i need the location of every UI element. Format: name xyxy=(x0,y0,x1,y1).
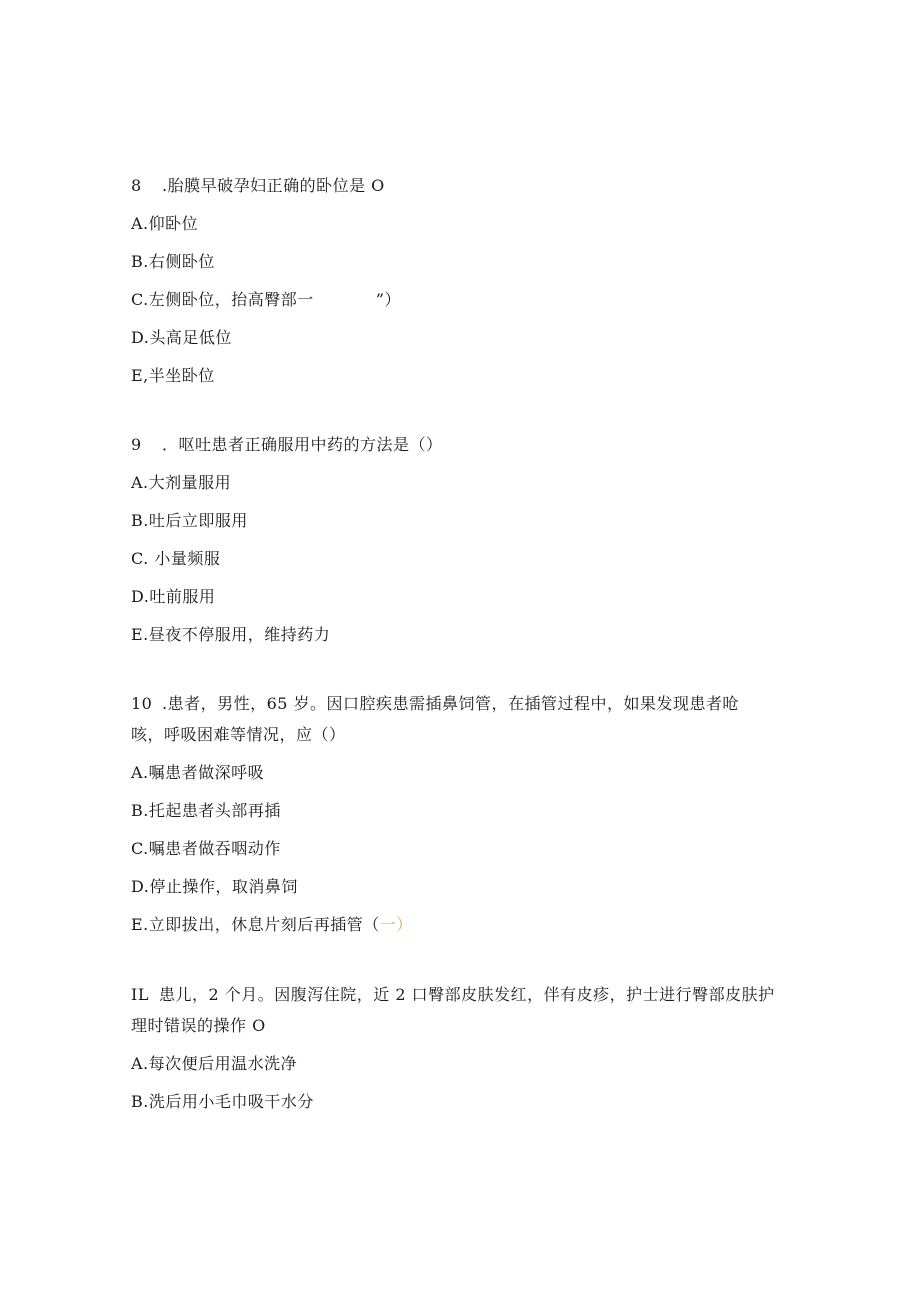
question-10-stem-line-2: 咳，呼吸困难等情况，应（） xyxy=(131,725,346,744)
question-number: 9 xyxy=(131,435,142,454)
question-8-option-a: A.仰卧位 xyxy=(131,214,199,233)
question-number: 8 xyxy=(131,176,142,195)
question-text: ．呕吐患者正确服用中药的方法是（） xyxy=(162,435,443,454)
question-8-option-c xyxy=(131,290,401,310)
question-11-option-a: A.每次便后用温水洗净 xyxy=(131,1054,298,1073)
question-11-stem-line-2: 理时错误的操作 O xyxy=(131,1016,266,1035)
question-10-stem-line-1 xyxy=(131,694,739,714)
faint-mark: 一 xyxy=(379,915,397,934)
question-8-stem xyxy=(131,176,385,196)
question-9-option-c: C. 小量频服 xyxy=(131,549,221,568)
option-tail: ”） xyxy=(375,290,401,309)
question-8-option-d: D.头高足低位 xyxy=(131,328,232,347)
question-11-option-b: B.洗后用小毛巾吸干水分 xyxy=(131,1092,314,1111)
question-8-option-b: B.右侧卧位 xyxy=(131,252,215,271)
question-9-option-a: A.大剂量服用 xyxy=(131,473,232,492)
question-9-option-b: B.吐后立即服用 xyxy=(131,511,248,530)
question-text: 患儿，2 个月。因腹泻住院，近 2 口臀部皮肤发红，伴有皮疹，护士进行臀部皮肤护 xyxy=(159,985,775,1004)
question-10-option-b: B.托起患者头部再插 xyxy=(131,801,281,820)
question-10-option-d: D.停止操作，取消鼻饲 xyxy=(131,877,298,896)
question-9-option-e: E.昼夜不停服用，维持药力 xyxy=(131,625,331,644)
question-text: .患者，男性，65 岁。因口腔疾患需插鼻饲管，在插管过程中，如果发现患者呛 xyxy=(162,694,740,713)
question-9-option-d: D.吐前服用 xyxy=(131,587,216,606)
question-number: IL xyxy=(131,985,149,1004)
option-text: E.立即拔出，休息片刻后再插管（ xyxy=(131,915,380,934)
question-10-option-a: A.嘱患者做深呼吸 xyxy=(131,763,265,782)
option-text: C.左侧卧位，抬高臀部一 xyxy=(131,290,314,309)
question-10-option-e xyxy=(131,915,413,935)
question-9-stem xyxy=(131,435,443,455)
question-11-stem-line-1 xyxy=(131,985,775,1005)
option-close: ） xyxy=(396,915,413,934)
question-number: 10 xyxy=(131,694,153,713)
question-10-option-c: C.嘱患者做吞咽动作 xyxy=(131,839,281,858)
question-8-option-e: E,半坐卧位 xyxy=(131,366,215,385)
question-text: .胎膜早破孕妇正确的卧位是 O xyxy=(162,176,385,195)
